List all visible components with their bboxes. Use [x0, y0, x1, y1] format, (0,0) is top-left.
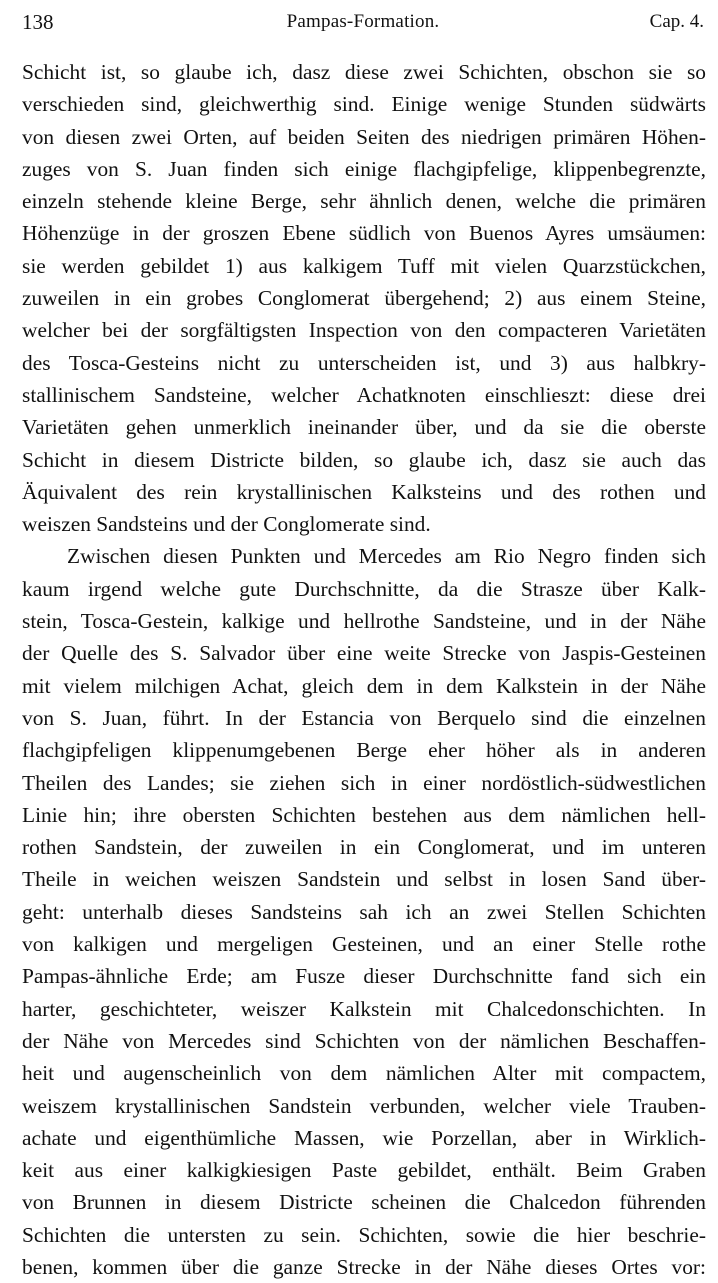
paragraph-first-line: Zwischen diesen Punkten und Mercedes am Rio Negro finden sich: [67, 544, 706, 569]
text-line: Theile in weichen weiszen Sandstein und selbst in losen Sand über-: [22, 867, 706, 892]
text-line: Schichten die untersten zu sein. Schichten, sowie die hier beschrie-: [22, 1222, 706, 1247]
text-line: einzeln stehende kleine Berge, sehr ähnlich denen, welche die primären: [22, 189, 706, 214]
running-head: [22, 6, 704, 38]
text-line: stallinischem Sandsteine, welcher Achatknoten einschlieszt: diese drei: [22, 382, 706, 407]
text-line: kaum irgend welche gute Durchschnitte, da die Strasze über Kalk-: [22, 576, 706, 601]
text-line: Schicht ist, so glaube ich, dasz diese zwei Schichten, obschon sie so: [22, 60, 706, 84]
text-line: rothen Sandstein, der zuweilen in ein Conglomerat, und im unteren: [22, 835, 706, 860]
text-line: von diesen zwei Orten, auf beiden Seiten des niedrigen primären Höhen-: [22, 124, 706, 149]
text-line: sie werden gebildet 1) aus kalkigem Tuff mit vielen Quarzstückchen,: [22, 253, 706, 278]
text-line: Theilen des Landes; sie ziehen sich in einer nordöstlich-südwestlichen: [22, 770, 706, 795]
text-line: flachgipfeligen klippenumgebenen Berge eher höher als in anderen: [22, 738, 706, 763]
text-line: geht: unterhalb dieses Sandsteins sah ich an zwei Stellen Schichten: [22, 899, 706, 924]
text-line: zuges von S. Juan finden sich einige flachgipfelige, klippenbegrenzte,: [22, 156, 706, 181]
page-number: 138: [22, 10, 54, 34]
text-line: zuweilen in ein grobes Conglomerat übergehend; 2) aus einem Steine,: [22, 286, 706, 311]
body-text: [22, 56, 706, 1283]
text-line: harter, geschichteter, weiszer Kalkstein mit Chalcedonschichten. In: [22, 996, 706, 1021]
text-line: verschieden sind, gleichwerthig sind. Einige wenige Stunden südwärts: [22, 92, 706, 117]
text-line: der Nähe von Mercedes sind Schichten von der nämlichen Beschaffen-: [22, 1028, 706, 1053]
running-title: Pampas-Formation.: [286, 11, 440, 32]
text-line: Pampas-ähnliche Erde; am Fusze dieser Durchschnitte fand sich ein: [22, 964, 706, 989]
text-line: der Quelle des S. Salvador über eine weite Strecke von Jaspis-Gesteinen: [22, 641, 706, 666]
text-line: welcher bei der sorgfältigsten Inspection von den compacteren Varietäten: [22, 318, 706, 343]
text-line: Äquivalent des rein krystallinischen Kalksteins und des rothen und: [22, 479, 706, 504]
text-line: von kalkigen und mergeligen Gesteinen, und an einer Stelle rothe: [22, 932, 706, 957]
text-line: stein, Tosca-Gestein, kalkige und hellrothe Sandsteine, und in der Nähe: [22, 609, 706, 634]
text-line: von Brunnen in diesem Districte scheinen die Chalcedon führenden: [22, 1190, 706, 1215]
text-line: weiszen Sandsteins und der Conglomerate sind.: [22, 512, 431, 537]
text-line: mit vielem milchigen Achat, gleich dem in dem Kalkstein in der Nähe: [22, 673, 706, 698]
text-line: Varietäten gehen unmerklich ineinander über, und da sie die oberste: [22, 415, 706, 440]
text-line: weiszem krystallinischen Sandstein verbunden, welcher viele Trauben-: [22, 1093, 706, 1118]
chapter-label: Cap. 4.: [649, 11, 704, 32]
text-line: keit aus einer kalkigkiesigen Paste gebildet, enthält. Beim Graben: [22, 1158, 706, 1183]
text-line: Höhenzüge in der groszen Ebene südlich von Buenos Ayres umsäumen:: [22, 221, 706, 246]
text-line: benen, kommen über die ganze Strecke in der Nähe dieses Ortes vor:: [22, 1254, 706, 1279]
text-line: heit und augenscheinlich von dem nämlichen Alter mit compactem,: [22, 1061, 706, 1086]
text-line: Schicht in diesem Districte bilden, so glaube ich, dasz sie auch das: [22, 447, 706, 472]
text-line: Linie hin; ihre obersten Schichten bestehen aus dem nämlichen hell-: [22, 802, 706, 827]
text-line: des Tosca-Gesteins nicht zu unterscheiden ist, und 3) aus halbkry-: [22, 350, 706, 375]
text-line: von S. Juan, führt. In der Estancia von Berquelo sind die einzelnen: [22, 705, 706, 730]
text-line: achate und eigenthümliche Massen, wie Porzellan, aber in Wirklich-: [22, 1125, 706, 1150]
